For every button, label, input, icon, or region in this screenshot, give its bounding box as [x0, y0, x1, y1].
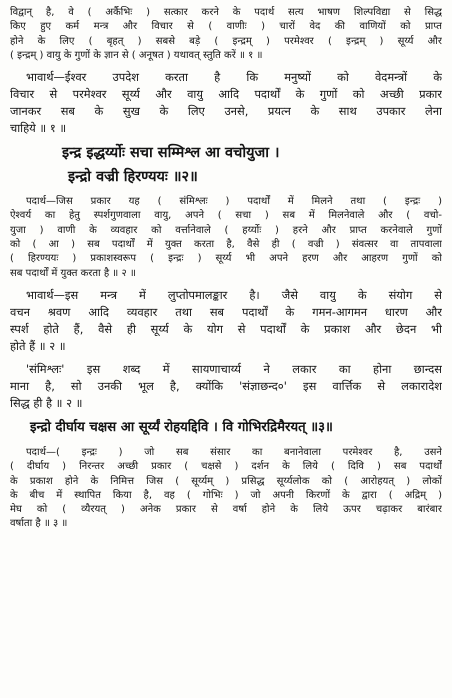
text-line: किए हुए कर्म मन्त्र और विचार से ( वाणीः ) चारों वेद की वाणियों को प्राप्त: [10, 21, 442, 33]
text-line: विचार से परमेश्वर सूर्य्य और वायु आदि पदार्थों के गुणों को अच्छी प्रकार: [10, 87, 442, 102]
text-line: पदार्थ—( इन्द्रः ) जो सब संसार का बनानेवाला परमेश्वर है, उसने: [26, 446, 442, 458]
padartha-2: [10, 195, 442, 281]
text-line: को ( आ ) सब पदार्थों में युक्त करता है, वैसे ही ( वज्री ) संवत्सर वा तापवाला: [10, 239, 442, 251]
text-line: होते हैं ॥ २ ॥: [10, 338, 66, 353]
text-line: सिद्ध ही है ॥ २ ॥: [10, 395, 83, 410]
text-line: माना है, सो उनकी भूल है, क्योंकि 'संज्ञाछन्द०' इस वार्त्तिक से लकारादेश: [10, 378, 442, 393]
bhavartha-1: [10, 69, 442, 137]
verse-line: इन्द्रो वज्री हिरण्ययः ॥२॥: [68, 169, 198, 186]
text-line: वर्षाता है ॥ ३ ॥: [10, 518, 68, 530]
verse-3: इन्द्रो दीर्घाय चक्षस आ सूर्य्यं रोहयद्दिवि । वि गोभिरद्रिमैरयत् ॥३॥: [30, 419, 333, 435]
text-line: वचन श्रवण आदि व्यवहार तथा सब पदार्थों के गमन-आगमन धारण और: [10, 304, 442, 319]
text-line: 'संमिश्लः' इस शब्द में सायणाचार्य्य ने लकार का होना छान्दस: [26, 361, 442, 376]
padartha-1-continued: [10, 6, 442, 63]
text-line: ( इन्द्रम् ) वायु के गुणों के ज्ञान से ( अनूषत ) यथावत् स्तुति करें ॥ १ ॥: [10, 49, 263, 61]
text-line: ऐश्वर्य का हेतु स्पर्शगुणवाला वायु, अपने ( सचा ) सब में मिलनेवाले और ( वचो-: [10, 210, 442, 222]
text-line: होने के लिए ( बृहत् ) सबसे बड़े ( इन्द्रम् ) परमेश्वर ( इन्द्रम् ) सूर्य्य और: [10, 35, 442, 47]
text-line: भावार्थ—इस मन्त्र में लुप्तोपमालङ्कार है। जैसे वायु के संयोग से: [26, 287, 442, 302]
text-line: जानकर सब के सुख के लिए उनसे, प्रयत्न के साथ उपकार लेना: [10, 104, 442, 119]
padartha-3: [10, 446, 442, 532]
commentary-note: [10, 361, 442, 412]
text-line: पदार्थ—जिस प्रकार यह ( संमिश्लः ) पदार्थों में मिलने तथा ( इन्द्रः ): [26, 196, 442, 208]
verse-line: इन्द्र इद्धर्य्योः सचा सम्मिश्ल आ वचोयुजा ।: [62, 145, 280, 162]
bhavartha-2: [10, 287, 442, 355]
text-line: विद्वान् है, वे ( अर्कैभिः ) सत्कार करने के पदार्थ सत्य भाषण शिल्पविद्या से सिद्ध: [10, 7, 442, 18]
text-line: स्पर्श होते हैं, वैसे ही सूर्य्य के योग से पदार्थों के प्रकाश और छेदन भी: [10, 321, 442, 336]
text-line: युजा ) वाणी के व्यवहार को वर्त्तानेवाले ( हर्य्योः ) हरने और प्राप्त करनेवाले गुणों: [10, 224, 442, 236]
verse-2: [10, 141, 442, 189]
text-line: के बीच में स्थापित किया है, वह ( गोभिः ) जो अपनी किरणों के द्वारा ( अद्रिम् ): [10, 489, 442, 501]
text-line: चाहिये ॥ १ ॥: [10, 121, 67, 136]
text-line: मेघ को ( व्यैरयत् ) अनेक प्रकार से वर्षा होने के लिये ऊपर चढ़ाकर बारंबार: [10, 504, 442, 516]
text-line: भावार्थ—ईश्वर उपदेश करता है कि मनुष्यों को वेदमन्त्रों के: [26, 70, 442, 85]
text-line: ( हिरण्ययः ) प्रकाशस्वरूप ( इन्द्रः ) सूर्य्य भी अपने हरण और आहरण गुणों को: [10, 253, 442, 265]
text-line: ( दीर्घाय ) निरन्तर अच्छी प्रकार ( चक्षसे ) दर्शन के लिये ( दिवि ) सब पदार्थों: [10, 461, 442, 473]
text-line: के प्रकाश होने के निमित्त जिस ( सूर्य्यम् ) प्रसिद्ध सूर्य्यलोक को ( आरोहयत् ) लोकों: [10, 475, 442, 487]
text-line: सब पदार्थों में युक्त करता है ॥ २ ॥: [10, 267, 136, 279]
